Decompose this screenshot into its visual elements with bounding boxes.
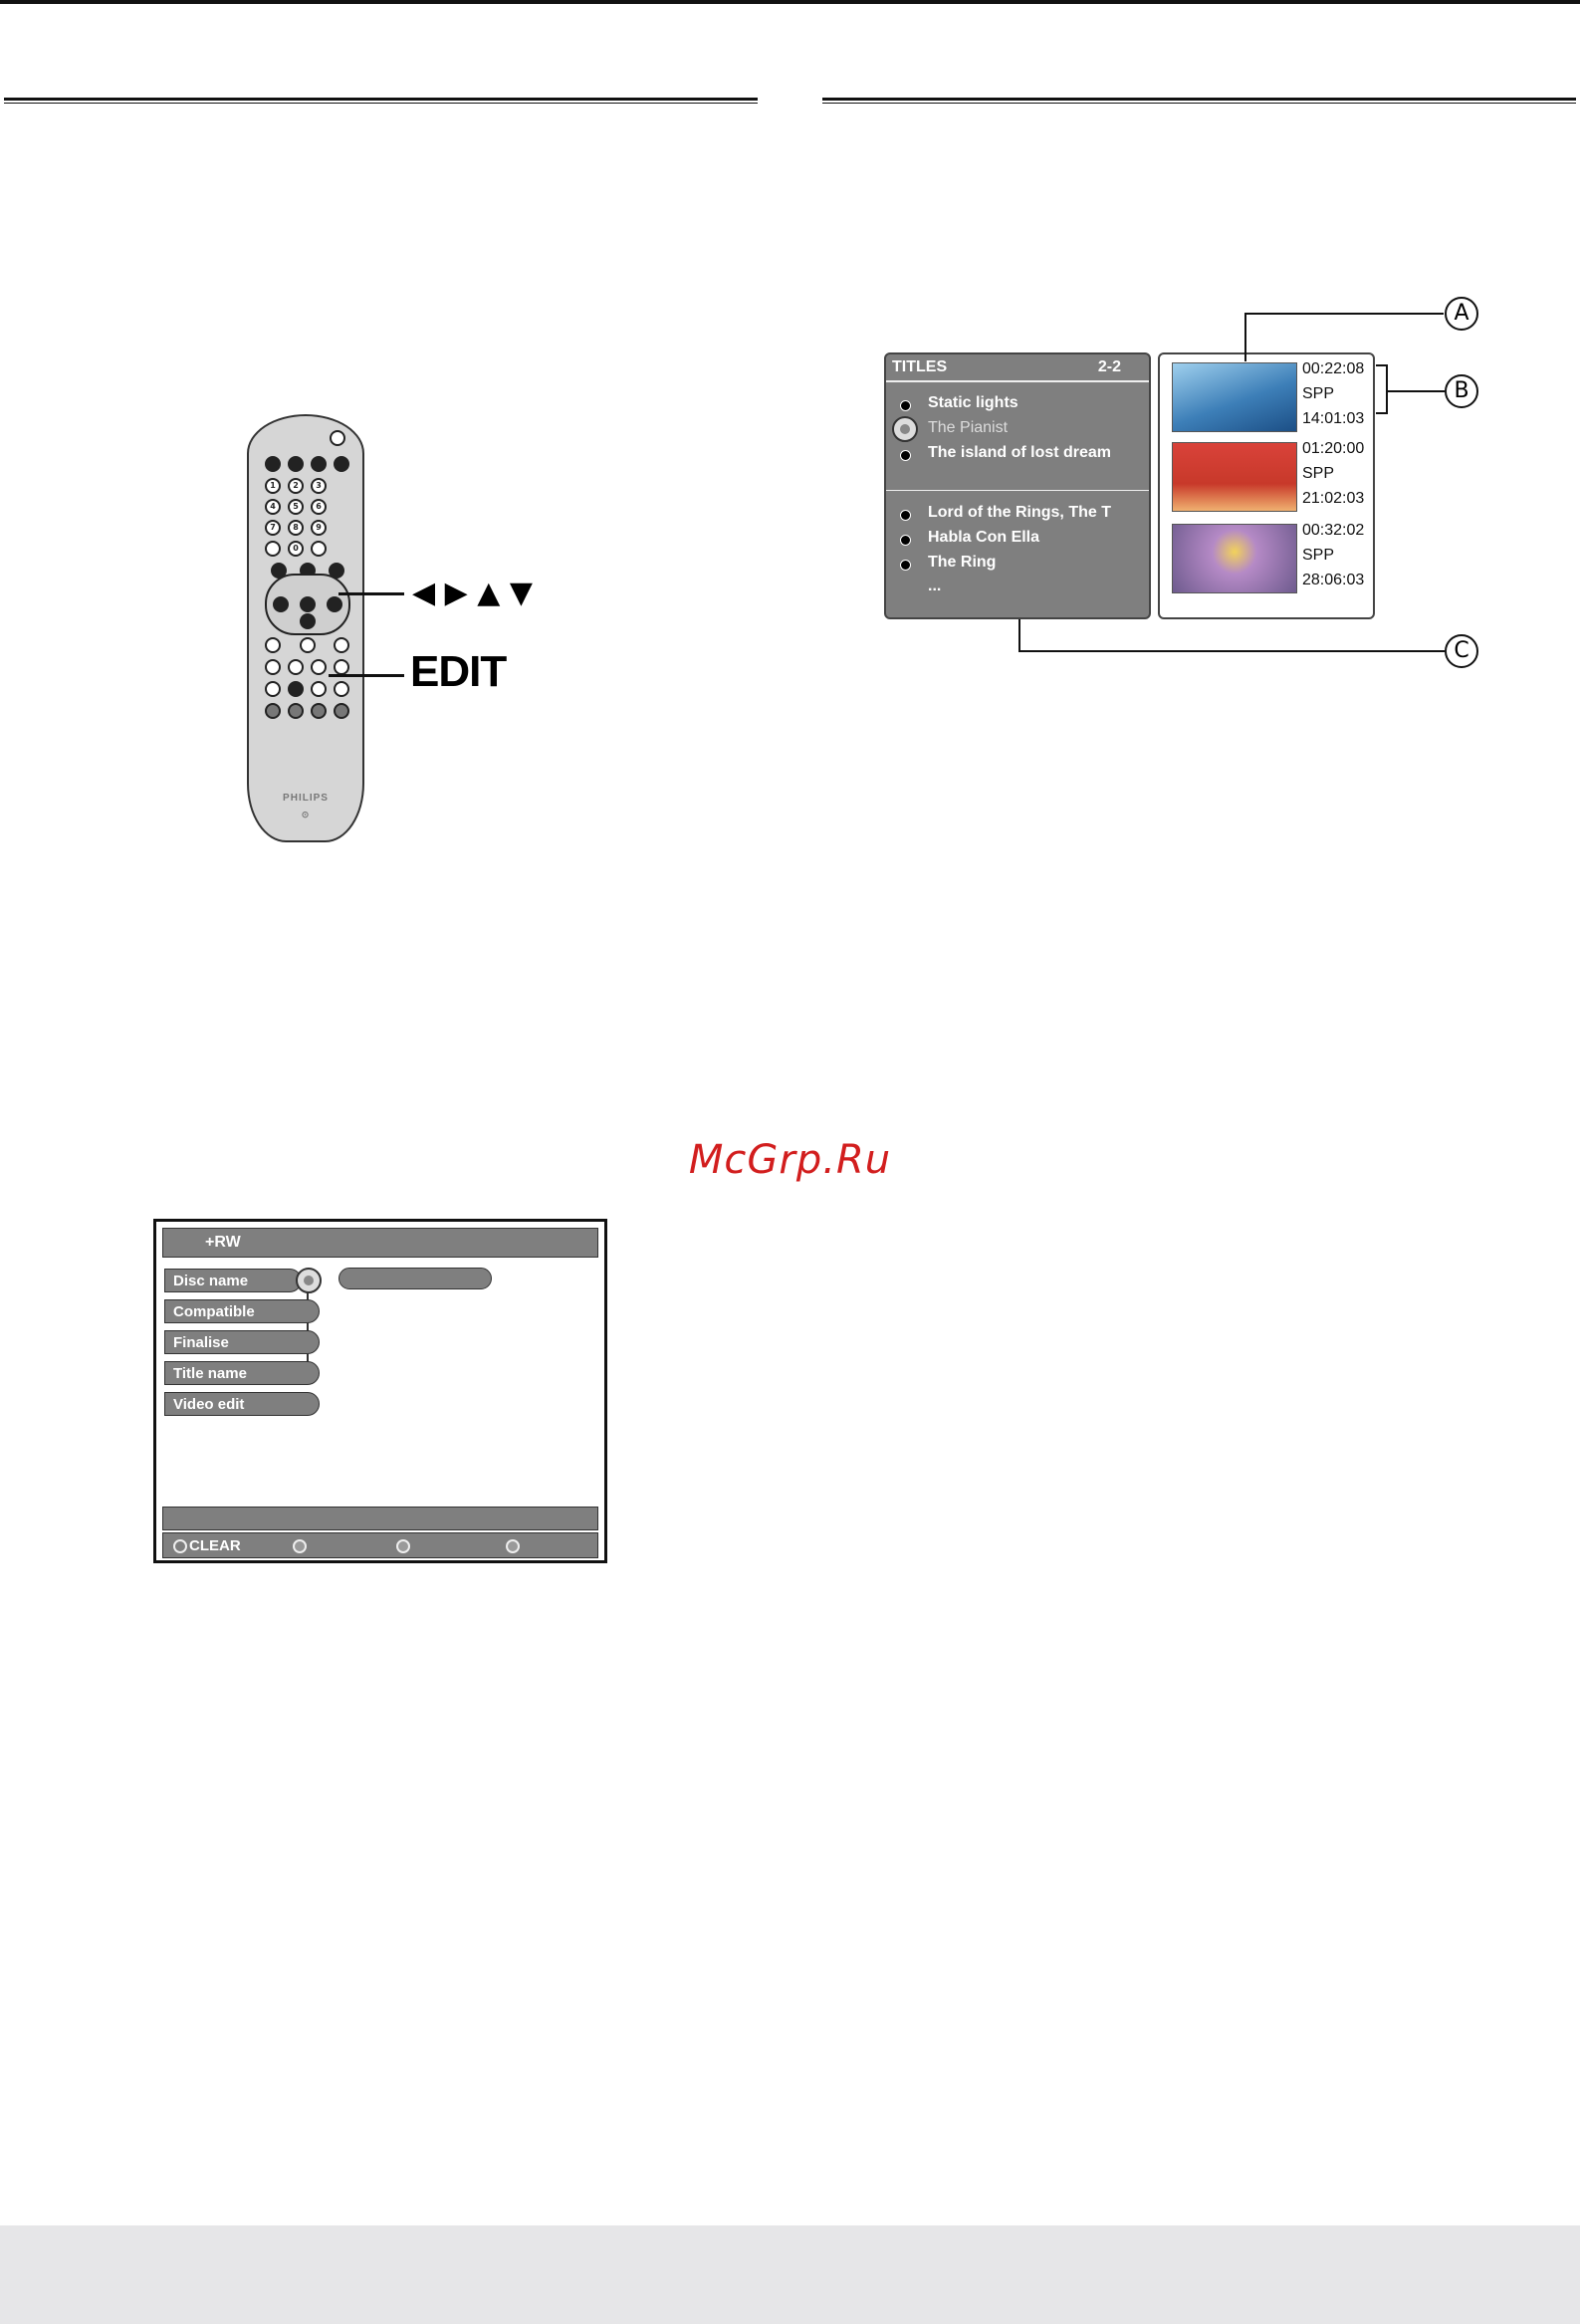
play-button bbox=[300, 637, 316, 653]
channel-button bbox=[334, 637, 349, 653]
titles-header-label: TITLES bbox=[892, 358, 948, 375]
watermark: McGrp.Ru bbox=[688, 1137, 892, 1183]
yellow-button bbox=[311, 703, 327, 719]
key-0: 0 bbox=[288, 541, 304, 557]
title-item[interactable]: The island of lost dream bbox=[928, 444, 1112, 461]
navigation-cursor-icon bbox=[296, 1268, 322, 1293]
rec-button bbox=[334, 456, 349, 472]
thumbnail-info bbox=[1302, 436, 1364, 511]
edit-button bbox=[311, 681, 327, 697]
footer-band bbox=[0, 2225, 1580, 2324]
key-1: 1 bbox=[265, 478, 281, 494]
red-button bbox=[265, 703, 281, 719]
titles-header bbox=[886, 354, 1149, 382]
callout-b-bracket-vertical bbox=[1386, 364, 1388, 414]
blue-button bbox=[334, 703, 349, 719]
section-rule-right bbox=[822, 98, 1576, 104]
timer-button bbox=[288, 456, 304, 472]
edit-leader bbox=[329, 674, 404, 677]
thumbnail-date: 14:01:03 bbox=[1302, 410, 1365, 427]
key-back bbox=[311, 541, 327, 557]
next-button bbox=[334, 659, 349, 675]
title-item[interactable]: Habla Con Ella bbox=[928, 529, 1040, 546]
title-item[interactable]: The Ring bbox=[928, 554, 997, 571]
callout-b-icon: B bbox=[1445, 374, 1478, 408]
option-button-2 bbox=[334, 681, 349, 697]
option-button-1 bbox=[265, 681, 281, 697]
prev-button bbox=[265, 659, 281, 675]
section-rule-left bbox=[4, 98, 758, 104]
disc-menu-info-bar bbox=[162, 1507, 598, 1530]
remote-control bbox=[247, 414, 364, 842]
key-3: 3 bbox=[311, 478, 327, 494]
callout-a-leader-vertical bbox=[1244, 314, 1246, 361]
color-button-icon[interactable] bbox=[506, 1539, 520, 1553]
power-button-icon bbox=[330, 430, 345, 446]
title-item[interactable]: Static lights bbox=[928, 394, 1018, 411]
menu-item-compatible[interactable]: Compatible bbox=[164, 1299, 320, 1323]
key-minus bbox=[265, 541, 281, 557]
thumbnail-duration: 00:32:02 bbox=[1302, 522, 1365, 539]
bullet-icon bbox=[900, 560, 911, 571]
callout-c-icon: C bbox=[1445, 634, 1478, 668]
thumbnail-duration: 00:22:08 bbox=[1302, 360, 1365, 377]
navigation-cursor-icon bbox=[892, 416, 918, 442]
titles-divider bbox=[886, 490, 1149, 491]
thumbnail-panel bbox=[1158, 352, 1375, 619]
disc-name-field[interactable] bbox=[339, 1268, 492, 1289]
thumbnail-mode: SPP bbox=[1302, 547, 1335, 564]
callout-c-leader-vertical bbox=[1018, 619, 1020, 651]
down-arrow-button bbox=[300, 613, 316, 629]
rewind-button bbox=[288, 659, 304, 675]
right-arrow-button bbox=[327, 596, 342, 612]
ok-button bbox=[300, 596, 316, 612]
green-button bbox=[288, 703, 304, 719]
key-9: 9 bbox=[311, 520, 327, 536]
thumbnail-surf-image bbox=[1172, 362, 1297, 432]
titles-screen bbox=[884, 352, 1151, 619]
key-8: 8 bbox=[288, 520, 304, 536]
color-button-icon[interactable] bbox=[396, 1539, 410, 1553]
live-button bbox=[311, 456, 327, 472]
tv-dvd-button bbox=[265, 456, 281, 472]
callout-b-bracket-bottom bbox=[1376, 412, 1388, 414]
title-item-more: ... bbox=[928, 578, 942, 594]
clear-button-icon bbox=[173, 1539, 187, 1553]
thumbnail-duration: 01:20:00 bbox=[1302, 440, 1365, 457]
bullet-icon bbox=[900, 400, 911, 411]
arrow-keys-leader bbox=[339, 592, 404, 595]
stop-button bbox=[288, 681, 304, 697]
thumbnail-mode: SPP bbox=[1302, 465, 1335, 482]
disc-menu-header: +RW bbox=[162, 1228, 598, 1258]
key-4: 4 bbox=[265, 499, 281, 515]
remote-logo-icon: ⊙ bbox=[301, 810, 311, 819]
color-button-icon[interactable] bbox=[293, 1539, 307, 1553]
callout-c-leader-horizontal bbox=[1018, 650, 1445, 652]
edit-label: EDIT bbox=[410, 647, 507, 696]
bullet-icon bbox=[900, 510, 911, 521]
thumbnail-info bbox=[1302, 356, 1364, 431]
forward-button bbox=[311, 659, 327, 675]
callout-a-leader-horizontal bbox=[1244, 313, 1444, 315]
disc-menu-footer bbox=[162, 1532, 598, 1558]
titles-page-indicator: 2-2 bbox=[1097, 358, 1121, 375]
left-arrow-button bbox=[273, 596, 289, 612]
thumbnail-date: 21:02:03 bbox=[1302, 490, 1365, 507]
thumbnail-mode: SPP bbox=[1302, 385, 1335, 402]
clear-label[interactable]: CLEAR bbox=[189, 1537, 241, 1554]
thumbnail-reef-image bbox=[1172, 524, 1297, 593]
top-border bbox=[0, 0, 1580, 4]
title-item[interactable]: Lord of the Rings, The T bbox=[928, 504, 1111, 521]
bullet-icon bbox=[900, 450, 911, 461]
key-7: 7 bbox=[265, 520, 281, 536]
menu-item-finalise[interactable]: Finalise bbox=[164, 1330, 320, 1354]
menu-item-video-edit[interactable]: Video edit bbox=[164, 1392, 320, 1416]
arrow-keys-label: ◀ ▶ ▲ ▼ bbox=[412, 576, 533, 610]
thumbnail-info bbox=[1302, 518, 1364, 592]
menu-item-disc-name[interactable]: Disc name bbox=[164, 1269, 302, 1292]
remote-brand: PHILIPS bbox=[283, 793, 329, 804]
callout-a-icon: A bbox=[1445, 297, 1478, 331]
menu-item-title-name[interactable]: Title name bbox=[164, 1361, 320, 1385]
key-5: 5 bbox=[288, 499, 304, 515]
pause-button bbox=[265, 637, 281, 653]
title-item-selected[interactable]: The Pianist bbox=[928, 419, 1009, 436]
callout-b-leader bbox=[1388, 390, 1445, 392]
bullet-icon bbox=[900, 535, 911, 546]
disc-menu-screen bbox=[153, 1219, 607, 1563]
thumbnail-date: 28:06:03 bbox=[1302, 572, 1365, 588]
key-2: 2 bbox=[288, 478, 304, 494]
thumbnail-sunset-image bbox=[1172, 442, 1297, 512]
key-6: 6 bbox=[311, 499, 327, 515]
